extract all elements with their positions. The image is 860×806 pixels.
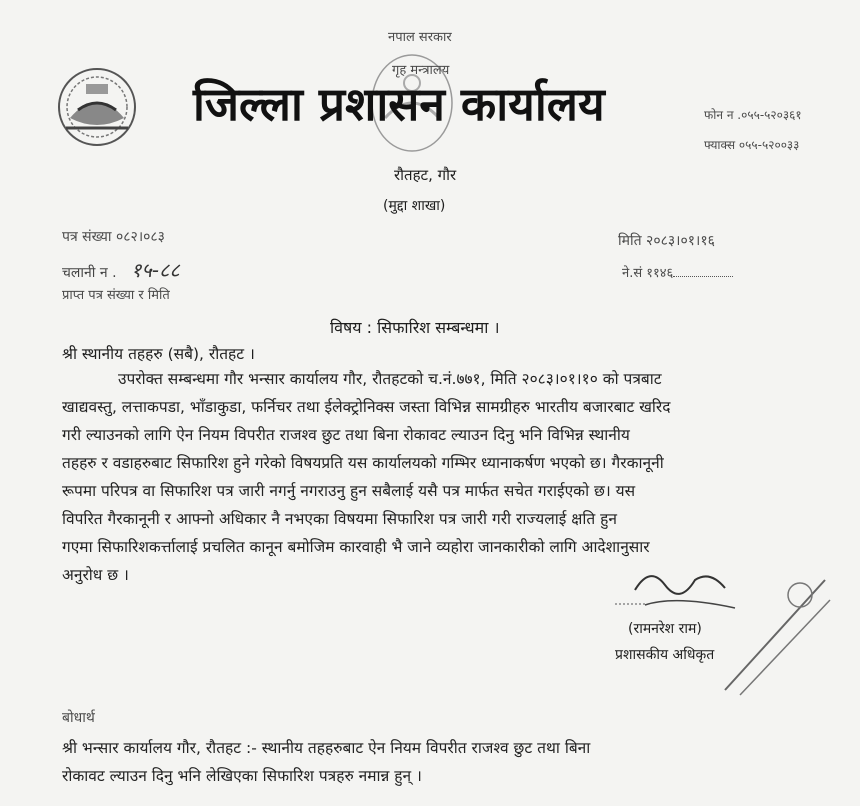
- body-line-8: अनुरोध छ ।: [62, 566, 129, 584]
- nepal-emblem-icon: [56, 66, 138, 148]
- signatory-name: (रामनरेश राम): [628, 621, 702, 637]
- fax-number: फ्याक्स ०५५-५२००३३: [704, 138, 800, 152]
- body-line-6: विपरित गैरकानूनी र आफ्नो अधिकार नै नभएका विषयमा सिफारिश पत्र जारी गरी राज्यलाई क्षति हुन: [62, 510, 617, 528]
- officer-stamp-icon: [715, 560, 835, 700]
- cc-label: बोधार्थ: [62, 710, 95, 726]
- dispatch-value: १५-८८: [130, 258, 180, 282]
- nepali-year: ने.सं ११४६: [622, 263, 733, 281]
- body-line-7: गएमा सिफारिशकर्त्तालाई प्रचलित कानून बमोजिम कारवाही भै जाने व्यहोरा जानकारीको लागि आदेशानुसार: [62, 538, 650, 556]
- letter-date: मिति २०८३।०१।१६: [618, 233, 715, 249]
- body-line-5: रूपमा परिपत्र वा सिफारिश पत्र जारी नगर्नु नगराउनु हुन सबैलाई यसै पत्र मार्फत सचेत गराईएको छ। यस: [62, 482, 636, 500]
- dispatch-label: चलानी न .: [62, 265, 117, 281]
- addressee: श्री स्थानीय तहहरु (सबै), रौतहट ।: [62, 345, 255, 363]
- cc-line-2: रोकावट ल्याउन दिनु भनि लेखिएका सिफारिश पत्रहरु नमान्न हुन् ।: [62, 767, 422, 785]
- body-line-2: खाद्यवस्तु, लत्ताकपडा, भाँडाकुडा, फर्निचर तथा ईलेक्ट्रोनिक्स जस्ता विभिन्न सामग्रीहरु भारतीय बजारबाट खरिद: [62, 398, 671, 416]
- body-line-3: गरी ल्याउनको लागि ऐन नियम विपरीत राजश्व छुट तथा बिना रोकावट ल्याउन दिनु भनि विभिन्न स्थानीय: [62, 426, 630, 444]
- cc-line-1: श्री भन्सार कार्यालय गौर, रौतहट :- स्थानीय तहहरुबाट ऐन नियम विपरीत राजश्व छुट तथा बिना: [62, 739, 591, 757]
- phone-number: फोन न .०५५-५२०३६१: [704, 108, 802, 122]
- body-line-4: तहहरु र वडाहरुबाट सिफारिश हुने गरेको विषयप्रति यस कार्यालयको गम्भिर ध्यानाकर्षण भएको छ। गैरकानूनी: [62, 454, 664, 472]
- office-title: जिल्ला प्रशासन कार्यालय: [193, 77, 605, 131]
- office-location: रौतहट, गौर: [394, 166, 457, 184]
- signatory-title: प्रशासकीय अधिकृत: [615, 647, 715, 663]
- section-label: (मुद्दा शाखा): [383, 198, 446, 214]
- letter-subject: विषय : सिफारिश सम्बन्धमा ।: [330, 318, 500, 337]
- body-line-1: उपरोक्त सम्बन्धमा गौर भन्सार कार्यालय गौर, रौतहटको च.नं.७७१, मिति २०८३।०१।१० को पत्रबाट: [118, 370, 662, 388]
- government-label: नपाल सरकार: [388, 30, 452, 45]
- letter-number: पत्र संख्या ०८२।०८३: [62, 229, 165, 245]
- dispatch-number: [62, 256, 180, 283]
- ministry-label: गृह मन्त्रालय: [392, 63, 450, 78]
- received-label: प्राप्त पत्र संख्या र मिति: [62, 288, 170, 303]
